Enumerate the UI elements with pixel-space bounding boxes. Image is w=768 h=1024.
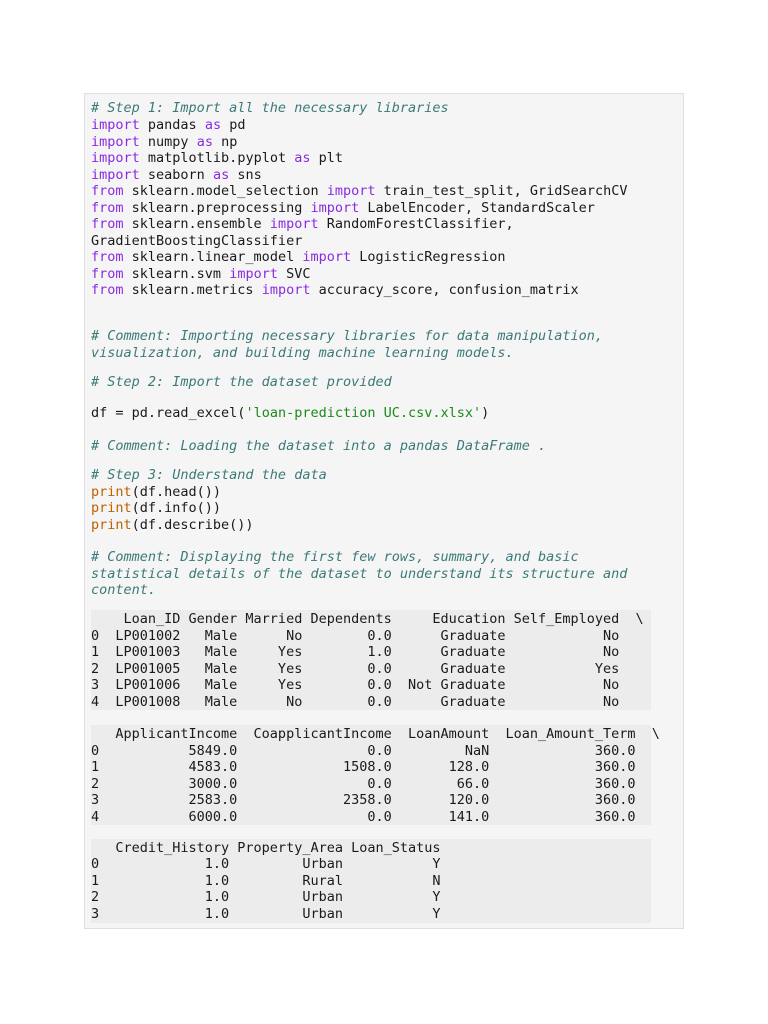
table2-row: 0 5849.0 0.0 NaN 360.0 [91,742,636,759]
table2-row: 4 6000.0 0.0 141.0 360.0 [91,808,636,825]
code-line-import-metrics [91,282,579,299]
code-line-import-svm [91,266,310,283]
code-text: pandas [139,117,205,133]
keyword: as [196,133,213,150]
table2-header: ApplicantIncome CoapplicantIncome LoanAmount Loan_Amount_Term \ [91,726,660,742]
comment-displaying-line3: content. [91,582,157,598]
comment-displaying-line2: statistical details of the dataset to understand its structure and [91,565,628,582]
keyword: from [91,282,124,298]
code-text: pd [221,117,246,133]
code-line-import-seaborn [91,167,262,184]
table1-row: 2 LP001005 Male Yes 0.0 Graduate Yes [91,660,620,677]
code-line-import-ensemble-cont [91,233,302,250]
code-text: SVC [277,265,311,282]
step1-comment: # Step 1: Import all the necessary libraries [91,100,449,116]
code-text: accuracy_score, confusion_matrix [310,282,579,298]
code-text: sklearn.preprocessing [123,199,311,216]
comment-libraries-line2: visualization, and building machine learning models. [91,344,514,361]
table2-row: 1 4583.0 1508.0 128.0 360.0 [91,759,636,775]
table3-row: 3 1.0 Urban Y [91,905,441,922]
code-text: GradientBoostingClassifier [91,232,303,249]
table3-row: 1 1.0 Rural N [91,872,441,889]
keyword: import [302,249,352,265]
code-text: sklearn.ensemble [123,216,270,232]
builtin-function: print [91,500,132,516]
code-text: ) [481,405,490,421]
code-line-import-numpy [91,134,237,151]
keyword: from [91,199,124,216]
comment-displaying-line1: # Comment: Displaying the first few rows, summary, and basic [91,549,579,565]
table1-row: 3 LP001006 Male Yes 0.0 Not Graduate No [91,677,620,693]
step2-comment: # Step 2: Import the dataset provided [91,374,392,390]
code-block [84,93,684,929]
keyword: from [91,249,124,265]
code-text: train_test_split, GridSearchCV [375,183,628,199]
code-line-import-pandas [91,117,245,134]
code-text: sklearn.metrics [123,282,262,298]
code-text: df = pd.read_excel( [91,405,246,421]
table3-row: 2 1.0 Urban Y [91,889,441,905]
table1-row: 0 LP001002 Male No 0.0 Graduate No [91,627,620,644]
code-text: sklearn.linear_model [123,249,303,265]
code-text: (df.describe()) [131,516,254,533]
keyword: import [326,183,376,199]
code-text: seaborn [139,166,213,183]
code-text: np [212,133,238,150]
code-line-print-head [91,484,221,501]
keyword: from [91,183,124,199]
code-text: plt [310,150,343,166]
table3-header: Credit_History Property_Area Loan_Status [91,839,441,856]
keyword: import [310,199,360,216]
code-text: sklearn.model_selection [123,183,327,199]
keyword: import [91,166,140,183]
code-line-import-matplotlib [91,150,343,167]
comment-libraries-line1: # Comment: Importing necessary libraries for data manipulation, [91,328,604,344]
code-text: matplotlib.pyplot [139,150,295,166]
table1-header: Loan_ID Gender Married Dependents Education Self_Employed \ [91,611,644,627]
keyword: import [91,117,140,133]
table2-row: 3 2583.0 2358.0 120.0 360.0 [91,792,636,808]
keyword: import [91,133,140,150]
table1-row: 4 LP001008 Male No 0.0 Graduate No [91,693,620,710]
code-line-import-linear-model [91,249,506,266]
table2-row: 2 3000.0 0.0 66.0 360.0 [91,775,636,792]
code-text: RandomForestClassifier, [318,216,514,232]
code-text: LabelEncoder, StandardScaler [359,199,595,216]
code-text: (df.info()) [131,500,222,516]
code-line-import-ensemble [91,216,514,233]
code-text: numpy [139,133,197,150]
keyword: as [294,150,311,166]
code-text: sns [229,166,262,183]
keyword: import [91,150,140,166]
table3-row: 0 1.0 Urban Y [91,856,441,872]
keyword: import [229,265,278,282]
code-text: LogisticRegression [351,249,506,265]
string-literal: 'loan-prediction UC.csv.xlsx' [245,405,482,421]
builtin-function: print [91,483,132,500]
keyword: import [261,282,311,298]
comment-loading-dataset: # Comment: Loading the dataset into a pandas DataFrame . [91,438,547,454]
code-line-print-info [91,500,221,517]
step3-comment: # Step 3: Understand the data [91,467,327,483]
keyword: as [204,117,222,133]
code-line-import-preprocessing [91,200,595,217]
keyword: as [212,166,230,183]
keyword: from [91,216,124,232]
code-text: (df.head()) [131,483,222,500]
code-line-read-excel [91,405,489,422]
code-line-import-model-selection [91,183,627,200]
keyword: import [269,216,319,232]
code-line-print-describe [91,517,254,534]
table1-row: 1 LP001003 Male Yes 1.0 Graduate No [91,644,620,660]
builtin-function: print [91,516,132,533]
keyword: from [91,265,124,282]
code-text: sklearn.svm [123,265,230,282]
